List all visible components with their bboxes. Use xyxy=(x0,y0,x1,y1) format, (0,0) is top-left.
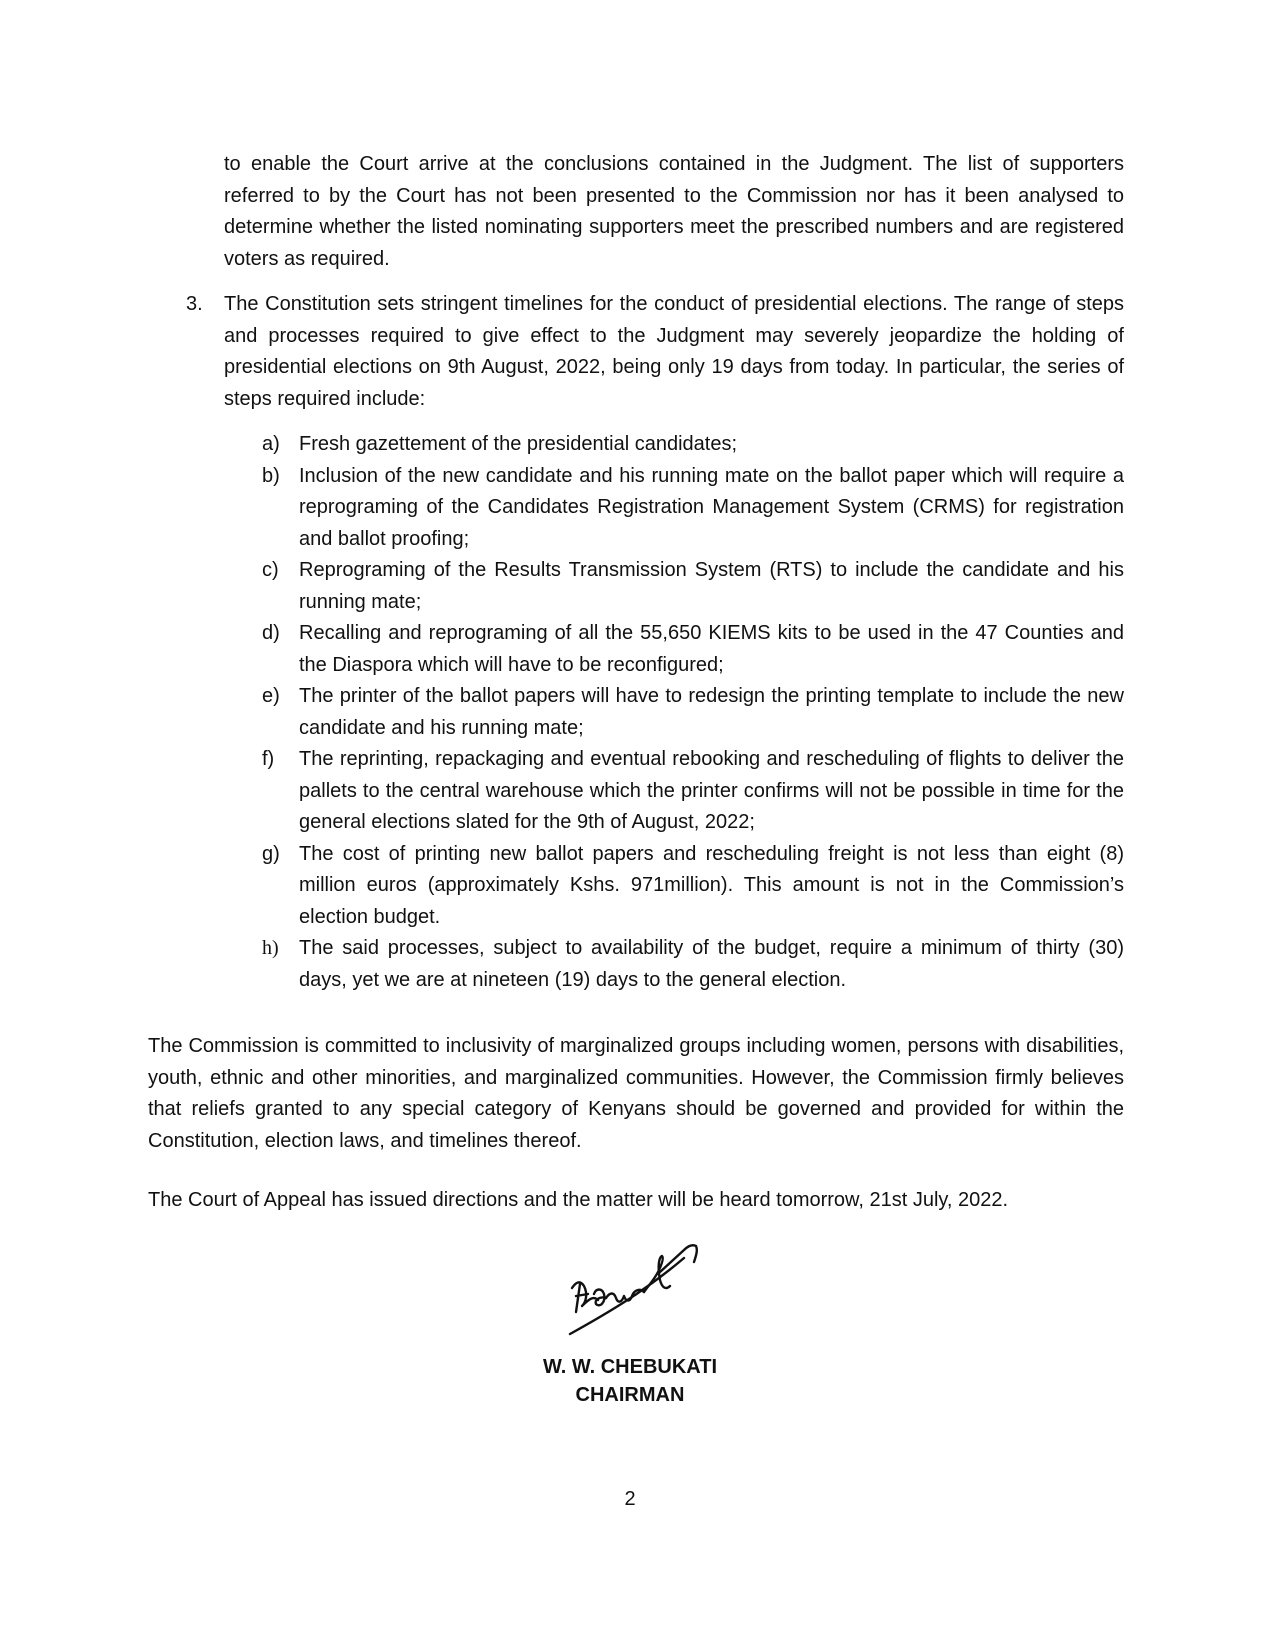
list-item xyxy=(262,681,1124,744)
list-item-marker: b) xyxy=(262,464,280,487)
item-3-text: The Constitution sets stringent timelines for the conduct of presidential elections. The range of steps and processes required to give effect to the Judgment may severely jeopardize the holding of presidential elections on 9th August, 2022, being only 19 days from today. In particular, the series of steps required include: xyxy=(224,293,1124,410)
list-item xyxy=(262,839,1124,934)
steps-list xyxy=(262,429,1124,996)
list-item-text: Inclusion of the new candidate and his running mate on the ballot paper which will require a reprograming of the Candidates Registration Management System (CRMS) for registration and ballot proofing; xyxy=(299,464,1124,550)
signatory-name: W. W. CHEBUKATI xyxy=(542,1356,718,1378)
list-item-text: Recalling and reprograming of all the 55,650 KIEMS kits to be used in the 47 Counties and the Diaspora which will have to be reconfigured; xyxy=(299,622,1124,676)
item-3-marker: 3. xyxy=(186,293,203,315)
list-item-text: The reprinting, repackaging and eventual rebooking and rescheduling of flights to deliver the pallets to the central warehouse which the printer confirms will not be possible in time for the general elections slated for the 9th of August, 2022; xyxy=(299,748,1124,833)
list-item xyxy=(262,618,1124,681)
list-item-marker: g) xyxy=(262,842,280,865)
signatory-title: CHAIRMAN xyxy=(575,1384,685,1406)
list-item-marker: d) xyxy=(262,622,280,644)
page-number: 2 xyxy=(624,1488,636,1510)
signature-block xyxy=(480,1353,780,1409)
list-item-text: Reprograming of the Results Transmission System (RTS) to include the candidate and his running mate; xyxy=(299,559,1124,613)
list-item-marker: c) xyxy=(262,559,279,581)
list-item-marker: a) xyxy=(262,433,280,455)
list-item-marker: e) xyxy=(262,685,280,707)
list-item xyxy=(262,461,1124,556)
court-of-appeal-paragraph: The Court of Appeal has issued directions and the matter will be heard tomorrow, 21st July, 2022. xyxy=(148,1189,1009,1211)
list-item-text: The said processes, subject to availability of the budget, require a minimum of thirty (30) days, yet we are at nineteen (19) days to the general election. xyxy=(299,937,1124,991)
list-item-text: Fresh gazettement of the presidential candidates; xyxy=(299,433,738,455)
list-item xyxy=(262,429,1124,461)
list-item xyxy=(262,933,1124,996)
list-item-text: The printer of the ballot papers will have to redesign the printing template to include the new candidate and his running mate; xyxy=(299,685,1124,739)
list-item xyxy=(262,555,1124,618)
commission-paragraph: The Commission is committed to inclusivity of marginalized groups including women, persons with disabilities, youth, ethnic and other minorities, and marginalized communities. However, the Commission firmly believes that reliefs granted to any special category of Kenyans should be governed and provided for within the Constitution, election laws, and timelines thereof. xyxy=(148,1035,1124,1152)
handwritten-signature xyxy=(566,1236,704,1346)
list-item-marker: f) xyxy=(262,748,275,770)
list-item-marker: h) xyxy=(262,937,279,959)
list-item-text: The cost of printing new ballot papers and rescheduling freight is not less than eight (8) million euros (approximately Kshs. 971million). This amount is not in the Commission’s election budget. xyxy=(299,842,1124,928)
list-item xyxy=(262,744,1124,839)
continued-paragraph: to enable the Court arrive at the conclusions contained in the Judgment. The list of supporters referred to by the Court has not been presented to the Commission nor has it been analysed to determine whether the listed nominating supporters meet the prescribed numbers and are registered voters as required. xyxy=(224,153,1124,270)
